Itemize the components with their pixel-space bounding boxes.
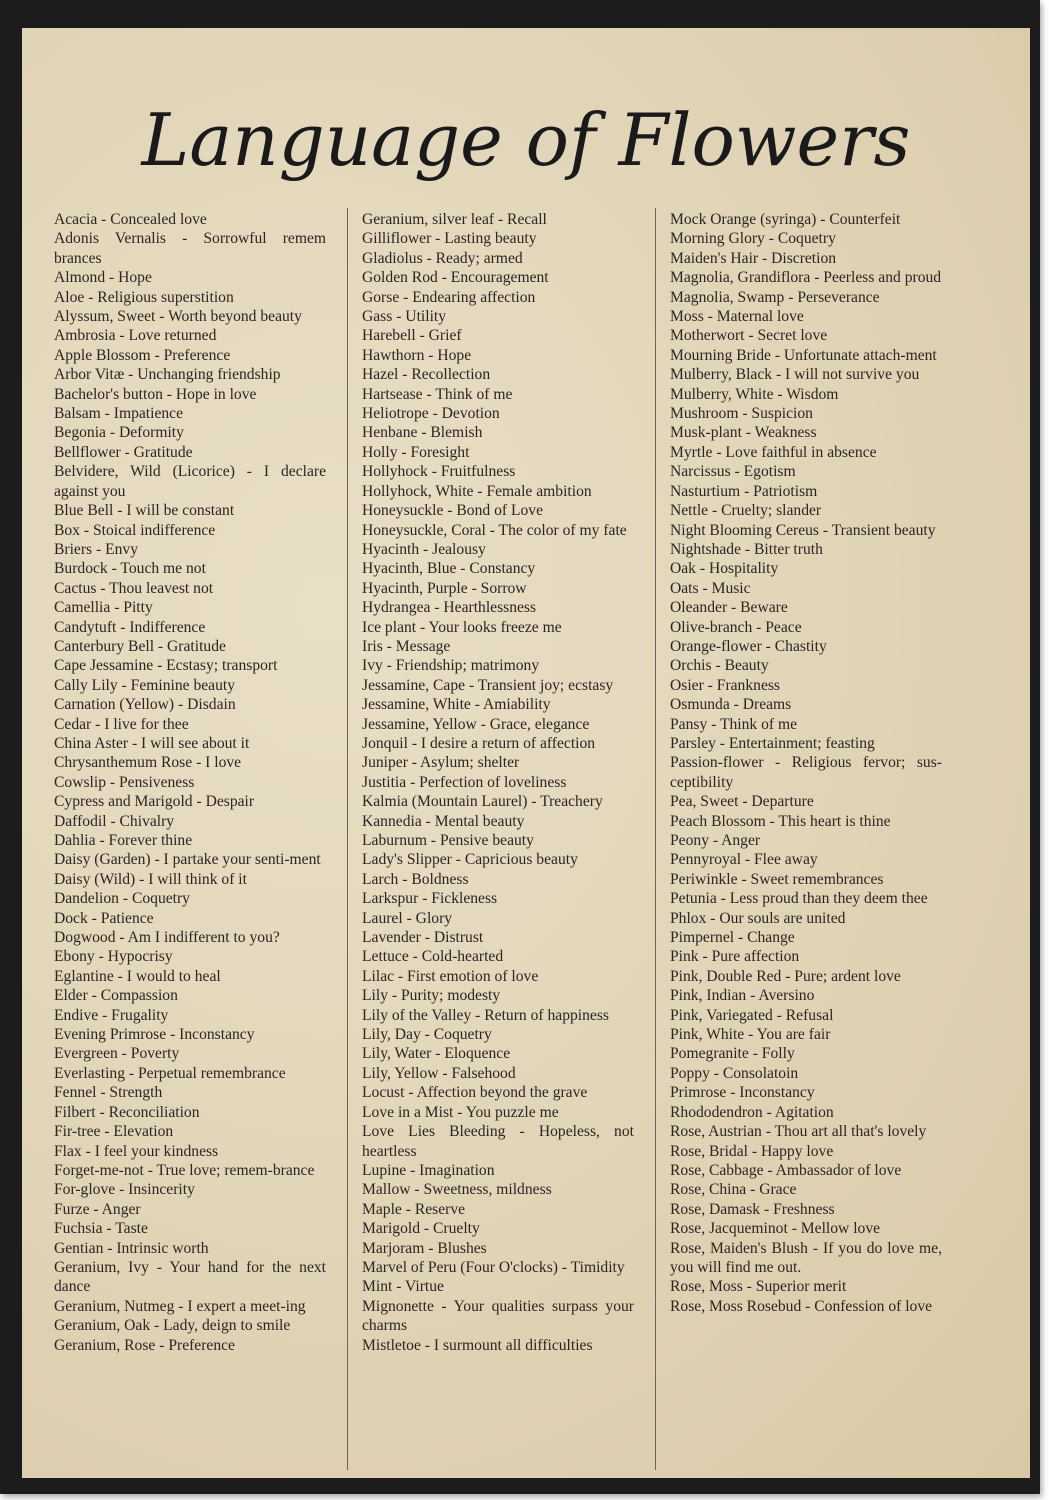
flower-entry: Cypress and Marigold - Despair (54, 793, 255, 811)
flower-entry: Orange-flower - Chastity (670, 637, 827, 655)
flower-entry: Hyacinth, Purple - Sorrow (362, 579, 527, 597)
flower-entry: Rose, China - Grace (670, 1181, 797, 1199)
flower-entry: Aloe - Religious superstition (54, 288, 234, 306)
flower-entry: Geranium, Oak - Lady, deign to smile (54, 1317, 291, 1335)
poster-paper (22, 28, 1030, 1478)
flower-entry: Orchis - Beauty (670, 657, 769, 675)
flower-entry: Hyacinth, Blue - Constancy (362, 560, 536, 578)
flower-entry: Pink, White - You are fair (670, 1026, 831, 1044)
flower-entry: Mulberry, White - Wisdom (670, 385, 839, 403)
flower-entry: Peony - Anger (670, 832, 761, 849)
flower-entry: Pansy - Think of me (670, 715, 798, 733)
flower-entry: Petunia - Less proud than they deem thee (670, 890, 928, 908)
flower-entry: Geranium, silver leaf - Recall (362, 211, 547, 228)
flower-entry: Narcissus - Egotism (670, 463, 796, 481)
flower-entry: Belvidere, Wild (Licorice) - I declare against you (54, 463, 326, 500)
flower-entry: Morning Glory - Coquetry (670, 230, 836, 248)
flower-entry: Arbor Vitæ - Unchanging friendship (54, 366, 281, 384)
flower-entry: Mulberry, Black - I will not survive you (670, 366, 920, 384)
flower-entry: Lady's Slipper - Capricious beauty (362, 851, 578, 869)
flower-entry: Apple Blossom - Preference (54, 346, 231, 364)
flower-entry: Rose, Damask - Freshness (670, 1200, 835, 1218)
flower-entry: Chrysanthemum Rose - I love (54, 754, 242, 772)
flower-entry: Nasturtium - Patriotism (670, 482, 818, 500)
flower-entry: Marjoram - Blushes (362, 1239, 487, 1257)
flower-entry: Justitia - Perfection of loveliness (362, 773, 567, 791)
flower-entry: China Aster - I will see about it (54, 734, 250, 752)
flower-entry: Lily, Day - Coquetry (362, 1026, 492, 1044)
flower-entry: Dandelion - Coquetry (54, 890, 190, 908)
flower-entry: Fennel - Strength (54, 1084, 163, 1102)
flower-entry: Maple - Reserve (362, 1200, 466, 1218)
flower-entry: Hawthorn - Hope (362, 346, 472, 364)
flower-entry: Mistletoe - I surmount all difficulties (362, 1336, 593, 1354)
flower-entry: Camellia - Pitty (54, 599, 153, 617)
flower-entry: Pink, Variegated - Refusal (670, 1006, 834, 1024)
flower-entry: Lavender - Distrust (362, 929, 484, 947)
flower-entry: Adonis Vernalis - Sorrowful remem brances (54, 230, 326, 267)
flower-entry: Lily, Water - Eloquence (362, 1045, 511, 1063)
flower-entry: Jessamine, White - Amiability (362, 696, 551, 714)
flower-entry: Mushroom - Suspicion (670, 405, 813, 423)
flower-entry: Geranium, Rose - Preference (54, 1336, 235, 1354)
flower-entry: Gass - Utility (362, 308, 447, 326)
flower-entry: Phlox - Our souls are united (670, 909, 846, 927)
flower-entry: Marvel of Peru (Four O'clocks) - Timidity (362, 1258, 625, 1276)
flower-entry: Laburnum - Pensive beauty (362, 832, 534, 849)
flower-column-2 (362, 210, 634, 1355)
flower-entry: Ivy - Friendship; matrimony (362, 657, 540, 675)
flower-entry: Gorse - Endearing affection (362, 288, 536, 306)
flower-entry: Rose, Cabbage - Ambassador of love (670, 1161, 902, 1179)
flower-entry: Gladiolus - Ready; armed (362, 249, 523, 267)
flower-entry: Furze - Anger (54, 1200, 141, 1218)
flower-entry: Briers - Envy (54, 540, 139, 558)
flower-entry: Fir-tree - Elevation (54, 1123, 174, 1141)
flower-entry: Larch - Boldness (362, 870, 469, 888)
flower-entry: Rose, Moss - Superior merit (670, 1278, 847, 1296)
flower-entry: Kannedia - Mental beauty (362, 812, 525, 830)
flower-entry: Kalmia (Mountain Laurel) - Treachery (362, 793, 603, 811)
flower-entry: Acacia - Concealed love (54, 211, 207, 228)
flower-entry: Parsley - Entertainment; feasting (670, 734, 875, 752)
flower-entry: Alyssum, Sweet - Worth beyond beauty (54, 308, 302, 326)
flower-entry: Musk-plant - Weakness (670, 424, 817, 442)
flower-entry: Geranium, Ivy - Your hand for the next dance (54, 1258, 326, 1296)
flower-entry: Oak - Hospitality (670, 560, 779, 578)
flower-entry: Motherwort - Secret love (670, 327, 828, 345)
flower-entry: Oats - Music (670, 579, 751, 597)
flower-entry: Mallow - Sweetness, mildness (362, 1181, 552, 1199)
flower-entry: Begonia - Deformity (54, 424, 184, 442)
flower-entry: Primrose - Inconstancy (670, 1084, 815, 1102)
flower-entry: Evening Primrose - Inconstancy (54, 1026, 255, 1044)
flower-entry: Rose, Jacqueminot - Mellow love (670, 1220, 881, 1238)
flower-entry: Locust - Affection beyond the grave (362, 1084, 588, 1102)
flower-entry: Cedar - I live for thee (54, 715, 189, 733)
flower-entry: Pennyroyal - Flee away (670, 851, 818, 869)
flower-entry: Evergreen - Poverty (54, 1045, 180, 1063)
flower-entry: Jonquil - I desire a return of affection (362, 734, 596, 752)
flower-entry: Candytuft - Indifference (54, 618, 206, 636)
flower-entry: Flax - I feel your kindness (54, 1142, 219, 1160)
flower-entry: Ambrosia - Love returned (54, 327, 217, 345)
flower-entry: Pink, Indian - Aversino (670, 987, 815, 1005)
flower-entry: Pea, Sweet - Departure (670, 793, 814, 811)
flower-entry: Periwinkle - Sweet remembrances (670, 870, 884, 888)
flower-entry: Love in a Mist - You puzzle me (362, 1103, 559, 1121)
flower-entry: Hydrangea - Hearthlessness (362, 599, 537, 617)
flower-entry: Osier - Frankness (670, 676, 781, 694)
flower-entry: Nightshade - Bitter truth (670, 540, 823, 558)
flower-entry: Filbert - Reconciliation (54, 1103, 200, 1121)
flower-entry: Lily of the Valley - Return of happiness (362, 1006, 609, 1024)
flower-entry: Bachelor's button - Hope in love (54, 385, 257, 403)
flower-entry: Osmunda - Dreams (670, 696, 792, 714)
flower-entry: Harebell - Grief (362, 327, 462, 345)
flower-entry: Lupine - Imagination (362, 1161, 495, 1179)
flower-entry: Honeysuckle - Bond of Love (362, 502, 544, 520)
flower-entry: Daisy (Garden) - I partake your senti-ment (54, 851, 321, 869)
flower-entry: Carnation (Yellow) - Disdain (54, 696, 236, 714)
flower-entry: Endive - Frugality (54, 1006, 169, 1024)
flower-entry: Everlasting - Perpetual remembrance (54, 1064, 286, 1082)
flower-entry: Rose, Moss Rosebud - Confession of love (670, 1297, 933, 1315)
flower-entry: Oleander - Beware (670, 599, 788, 617)
flower-entry: Cowslip - Pensiveness (54, 773, 195, 791)
flower-entry: Ebony - Hypocrisy (54, 948, 173, 966)
flower-entry: Cape Jessamine - Ecstasy; transport (54, 657, 278, 675)
flower-entry: Pink, Double Red - Pure; ardent love (670, 967, 901, 985)
flower-entry: Lettuce - Cold-hearted (362, 948, 504, 966)
flower-entry: Gilliflower - Lasting beauty (362, 230, 537, 248)
flower-entry: Larkspur - Fickleness (362, 890, 498, 908)
flower-entry: Dahlia - Forever thine (54, 832, 193, 849)
flower-entry: Pink - Pure affection (670, 948, 800, 966)
flower-entry: Marigold - Cruelty (362, 1220, 480, 1238)
flower-entry: Rhododendron - Agitation (670, 1103, 834, 1121)
flower-entry: Geranium, Nutmeg - I expert a meet-ing (54, 1297, 306, 1315)
flower-entry: Jessamine, Yellow - Grace, elegance (362, 715, 590, 733)
flower-entry: Magnolia, Grandiflora - Peerless and proud (670, 269, 942, 287)
flower-entry: Love Lies Bleeding - Hopeless, not heartless (362, 1123, 634, 1160)
flower-entry: Heliotrope - Devotion (362, 405, 500, 423)
flower-entry: Dock - Patience (54, 909, 154, 927)
flower-entry: Mignonette - Your qualities surpass your charms (362, 1297, 634, 1335)
flower-entry: Rose, Austrian - Thou art all that's lovely (670, 1123, 927, 1141)
flower-entry: Ice plant - Your looks freeze me (362, 618, 562, 636)
poster-title: Language of Flowers (141, 98, 911, 182)
flower-entry: Hazel - Recollection (362, 366, 491, 384)
flower-entry: Magnolia, Swamp - Perseverance (670, 288, 880, 306)
flower-entry: Olive-branch - Peace (670, 618, 802, 636)
flower-entry: Hollyhock - Fruitfulness (362, 463, 516, 481)
flower-entry: Mint - Virtue (362, 1278, 444, 1296)
flower-entry: Iris - Message (362, 637, 451, 655)
flower-entry: Golden Rod - Encouragement (362, 269, 549, 287)
flower-entry: Myrtle - Love faithful in absence (670, 443, 877, 461)
flower-entry: Cally Lily - Feminine beauty (54, 676, 236, 694)
flower-column-3 (670, 210, 942, 1316)
flower-entry: Night Blooming Cereus - Transient beauty (670, 521, 936, 539)
flower-entry: Lilac - First emotion of love (362, 967, 539, 985)
flower-entry: Rose, Maiden's Blush - If you do love me, you will find me out. (670, 1239, 942, 1276)
flower-entry: Peach Blossom - This heart is thine (670, 812, 891, 830)
flower-entry: Almond - Hope (54, 269, 152, 287)
flower-entry: Maiden's Hair - Discretion (670, 249, 837, 267)
flower-entry: Moss - Maternal love (670, 308, 804, 326)
flower-entry: Balsam - Impatience (54, 405, 184, 423)
flower-entry: Burdock - Touch me not (54, 560, 206, 578)
flower-entry: Mock Orange (syringa) - Counterfeit (670, 211, 901, 228)
flower-entry: Jessamine, Cape - Transient joy; ecstasy (362, 676, 614, 694)
flower-entry: Hyacinth - Jealousy (362, 540, 486, 558)
flower-entry: Poppy - Consolatoin (670, 1064, 799, 1082)
flower-entry: Fuchsia - Taste (54, 1220, 148, 1238)
flower-entry: Daffodil - Chivalry (54, 812, 175, 830)
flower-entry: Pomegranite - Folly (670, 1045, 795, 1063)
flower-entry: Eglantine - I would to heal (54, 967, 221, 985)
flower-entry: Dogwood - Am I indifferent to you? (54, 929, 280, 947)
flower-entry: Lily - Purity; modesty (362, 987, 501, 1005)
flower-entry: Holly - Foresight (362, 443, 470, 461)
flower-entry: Cactus - Thou leavest not (54, 579, 214, 597)
column-divider (655, 208, 656, 1470)
flower-entry: Elder - Compassion (54, 987, 178, 1005)
flower-entry: For-glove - Insincerity (54, 1181, 195, 1199)
flower-entry: Rose, Bridal - Happy love (670, 1142, 834, 1160)
flower-entry: Bellflower - Gratitude (54, 443, 193, 461)
flower-entry: Laurel - Glory (362, 909, 453, 927)
flower-entry: Lily, Yellow - Falsehood (362, 1064, 516, 1082)
flower-entry: Gentian - Intrinsic worth (54, 1239, 209, 1257)
column-divider (347, 208, 348, 1470)
flower-entry: Hollyhock, White - Female ambition (362, 482, 592, 500)
flower-entry: Passion-flower - Religious fervor; sus-ceptibility (670, 754, 942, 791)
flower-entry: Henbane - Blemish (362, 424, 483, 442)
flower-entry: Juniper - Asylum; shelter (362, 754, 520, 772)
flower-entry: Nettle - Cruelty; slander (670, 502, 822, 520)
flower-entry: Daisy (Wild) - I will think of it (54, 870, 247, 888)
flower-column-1 (54, 210, 326, 1355)
flower-entry: Pimpernel - Change (670, 929, 795, 947)
flower-entry: Hartsease - Think of me (362, 385, 513, 403)
flower-entry: Canterbury Bell - Gratitude (54, 637, 226, 655)
flower-entry: Box - Stoical indifference (54, 521, 216, 539)
flower-entry: Honeysuckle, Coral - The color of my fate (362, 521, 627, 539)
flower-entry: Blue Bell - I will be constant (54, 502, 235, 520)
flower-entry: Forget-me-not - True love; remem-brance (54, 1161, 315, 1179)
flower-entry: Mourning Bride - Unfortunate attach-ment (670, 346, 937, 364)
